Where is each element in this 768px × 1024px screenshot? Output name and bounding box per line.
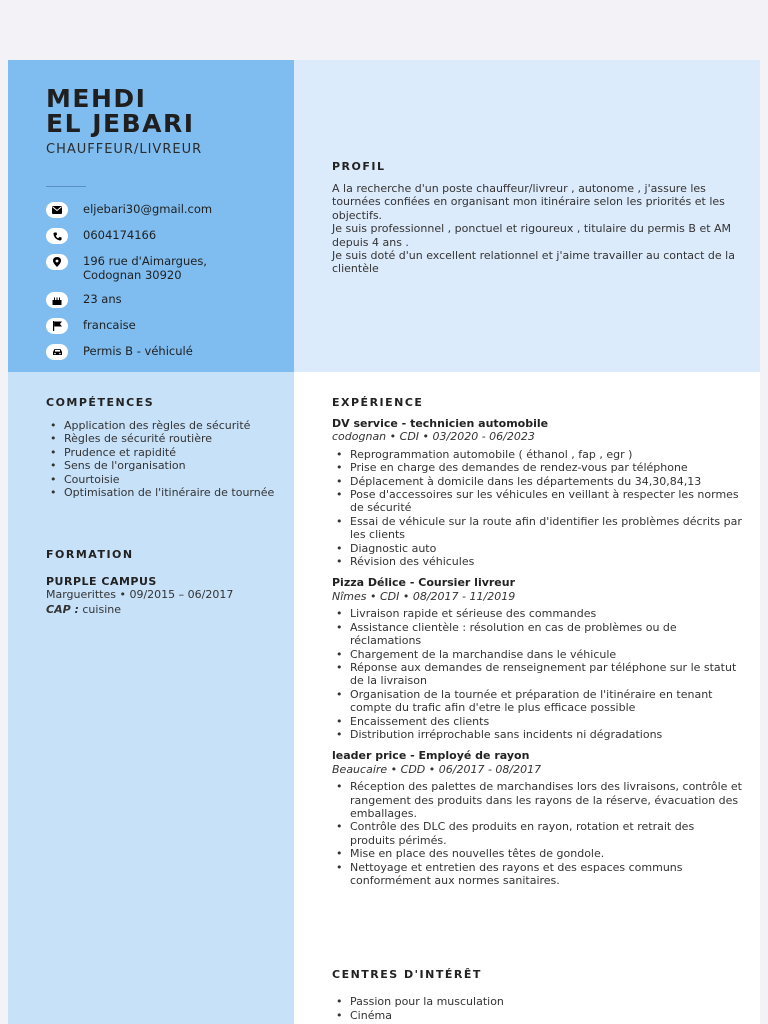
last-name: EL JEBARI bbox=[46, 109, 195, 138]
job-task: • Encaissement des clients bbox=[332, 715, 742, 728]
diploma-label: CAP : bbox=[46, 603, 79, 617]
skill-item: • Courtoisie bbox=[46, 473, 276, 486]
job-role: technicien automobile bbox=[410, 417, 549, 430]
contact-address bbox=[46, 254, 286, 282]
car-icon bbox=[46, 344, 68, 360]
job-task: • Reprogrammation automobile ( éthanol , fap , egr ) bbox=[332, 448, 742, 461]
contact-age bbox=[46, 292, 286, 308]
job-tasks bbox=[332, 448, 742, 569]
job-employer: DV service bbox=[332, 417, 398, 430]
job-role: Employé de rayon bbox=[418, 749, 530, 763]
job-task: • Contrôle des DLC des produits en rayon, rotation et retrait des produits périmés. bbox=[332, 820, 742, 847]
contact-list bbox=[46, 202, 286, 360]
contact-nationality-text: francaise bbox=[83, 318, 136, 332]
divider bbox=[46, 186, 86, 187]
profil-text bbox=[332, 182, 742, 276]
contact-email[interactable] bbox=[46, 202, 286, 218]
job-task: • Assistance clientèle : résolution en cas de problèmes ou de réclamations bbox=[332, 621, 742, 648]
contact-phone-text: 0604174166 bbox=[83, 228, 157, 242]
skill-item: • Sens de l'organisation bbox=[46, 459, 276, 472]
contact-license-text: Permis B - véhiculé bbox=[83, 344, 193, 358]
mail-icon bbox=[46, 202, 68, 218]
interests-list bbox=[332, 995, 742, 1023]
skills-section bbox=[46, 396, 276, 499]
job-employer: Pizza Délice bbox=[332, 576, 407, 590]
job-task: • Révision des véhicules bbox=[332, 555, 742, 568]
experience-heading: EXPÉRIENCE bbox=[332, 396, 424, 409]
job-task: • Chargement de la marchandise dans le véhicule bbox=[332, 648, 742, 661]
school-location-dates: Marguerittes • 09/2015 – 06/2017 bbox=[46, 588, 234, 601]
diploma-value: cuisine bbox=[78, 603, 121, 617]
job-task: • Diagnostic auto bbox=[332, 542, 742, 555]
interest-item: • Cinéma bbox=[332, 1009, 742, 1023]
job-title-line: Pizza Délice - Coursier livreur bbox=[332, 576, 516, 590]
contact-address-text: 196 rue d'Aimargues, Codognan 30920 bbox=[83, 254, 207, 282]
job-task: • Distribution irréprochable sans incidents ni dégradations bbox=[332, 728, 742, 741]
job-meta: Beaucaire • CDD • 06/2017 - 08/2017 bbox=[332, 762, 542, 776]
job-meta: Nîmes • CDI • 08/2017 - 11/2019 bbox=[332, 589, 516, 603]
skill-item: • Règles de sécurité routière bbox=[46, 432, 276, 445]
job-task: • Nettoyage et entretien des rayons et des espaces communs conformément aux normes sanitaires. bbox=[332, 861, 742, 888]
interests-heading: CENTRES D'INTÉRÊT bbox=[332, 968, 482, 981]
job-task: • Livraison rapide et sérieuse des commandes bbox=[332, 607, 742, 620]
profil-paragraph: A la recherche d'un poste chauffeur/livreur , autonome , j'assure les tournées confiées en organisant mon itinéraire selon les priorités et les objectifs. bbox=[332, 182, 729, 222]
phone-icon bbox=[46, 228, 68, 244]
job-title-line: DV service - technicien automobile bbox=[332, 417, 549, 430]
formation-heading: FORMATION bbox=[46, 548, 134, 561]
skill-item: • Application des règles de sécurité bbox=[46, 419, 276, 432]
job-task: • Réception des palettes de marchandises lors des livraisons, contrôle et rangement des produits dans les rayons de la réserve, évacuation des emballages. bbox=[332, 780, 742, 820]
job-task: • Pose d'accessoires sur les véhicules en veillant à respecter les normes de sécurité bbox=[332, 488, 742, 515]
profil-heading: PROFIL bbox=[332, 160, 386, 173]
first-name: MEHDI bbox=[46, 84, 147, 113]
job-entry bbox=[332, 417, 742, 568]
job-title: CHAUFFEUR/LIVREUR bbox=[46, 142, 203, 157]
job-meta: codognan • CDI • 03/2020 - 06/2023 bbox=[332, 430, 535, 444]
candidate-name bbox=[46, 86, 195, 136]
job-employer: leader price bbox=[332, 749, 407, 763]
location-icon bbox=[46, 254, 68, 270]
interest-item: • Passion pour la musculation bbox=[332, 995, 742, 1009]
profil-paragraph: Je suis professionnel , ponctuel et rigoureux , titulaire du permis B et AM depuis 4 ans . bbox=[332, 222, 735, 249]
resume-page bbox=[8, 60, 760, 1024]
job-task: • Réponse aux demandes de renseignement par téléphone sur le statut de la livraison bbox=[332, 661, 742, 688]
contact-license bbox=[46, 344, 286, 360]
contact-email-text: eljebari30@gmail.com bbox=[83, 202, 213, 216]
job-task: • Essai de véhicule sur la route afin d'identifier les problèmes décrits par les clients bbox=[332, 515, 742, 542]
job-tasks bbox=[332, 607, 742, 741]
skill-item: • Prudence et rapidité bbox=[46, 446, 276, 459]
job-title-line: leader price - Employé de rayon bbox=[332, 749, 530, 763]
job-task: • Mise en place des nouvelles têtes de gondole. bbox=[332, 847, 742, 860]
contact-nationality bbox=[46, 318, 286, 334]
diploma bbox=[46, 603, 276, 616]
job-task: • Prise en charge des demandes de rendez-vous par téléphone bbox=[332, 461, 742, 474]
job-entry bbox=[332, 749, 742, 887]
interests-section bbox=[332, 968, 742, 1023]
skill-item: • Optimisation de l'itinéraire de tournée bbox=[46, 486, 276, 499]
skills-heading: COMPÉTENCES bbox=[46, 396, 155, 409]
contact-phone[interactable] bbox=[46, 228, 286, 244]
experience-section bbox=[332, 396, 742, 887]
school-name: PURPLE CAMPUS bbox=[46, 575, 157, 588]
job-task: • Déplacement à domicile dans les départements du 34,30,84,13 bbox=[332, 475, 742, 488]
contact-age-text: 23 ans bbox=[83, 292, 122, 306]
profil-paragraph: Je suis doté d'un excellent relationnel et j'aime travailler au contact de la clientèle bbox=[332, 249, 739, 276]
job-task: • Organisation de la tournée et préparation de l'itinéraire en tenant compte du trafic afin d'etre le plus efficace possible bbox=[332, 688, 742, 715]
skills-list bbox=[46, 419, 276, 499]
job-role: Coursier livreur bbox=[418, 576, 516, 590]
job-entry bbox=[332, 576, 742, 741]
flag-icon bbox=[46, 318, 68, 334]
cake-icon bbox=[46, 292, 68, 308]
formation-section bbox=[46, 548, 276, 617]
job-tasks bbox=[332, 780, 742, 887]
